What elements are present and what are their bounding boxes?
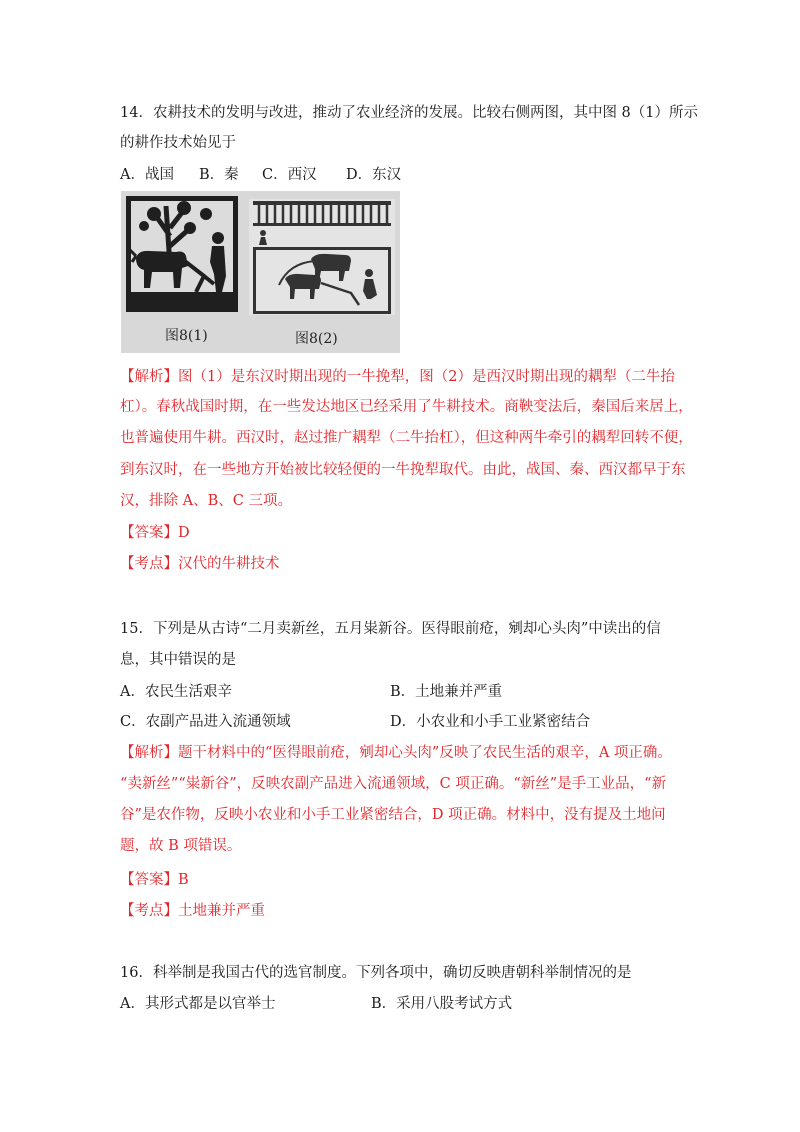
q16-stem-line-1: 16．科举制是我国古代的选官制度。下列各项中，确切反映唐朝科举制情况的是: [120, 965, 632, 981]
q15-topic: 【考点】土地兼并严重: [120, 903, 265, 919]
q15-option-a: A．农民生活艰辛: [120, 684, 232, 700]
q15-analysis-line-2: “卖新丝”“粜新谷”，反映农副产品进入流通领域，C 项正确。“新丝”是手工业品，“新: [120, 776, 667, 792]
q14-analysis-line-5: 汉，排除 A、B、C 三项。: [120, 493, 292, 509]
q14-option-a: A．战国: [120, 167, 174, 183]
q15-answer: 【答案】B: [120, 872, 189, 888]
q14-option-c: C．西汉: [262, 167, 317, 183]
figure-8-2-image: [249, 199, 395, 315]
q15-option-b: B．土地兼并严重: [390, 684, 503, 700]
q14-stem-line-1: 14．农耕技术的发明与改进，推动了农业经济的发展。比较右侧两图，其中图 8（1）所示: [120, 105, 699, 121]
q16-option-b: B．采用八股考试方式: [371, 996, 513, 1012]
figure-8-1-image: [126, 196, 238, 312]
q15-analysis-line-1: 【解析】题干材料中的“医得眼前疮，剜却心头肉”反映了农民生活的艰辛，A 项正确。: [120, 745, 672, 761]
q15-stem-line-2: 息，其中错误的是: [120, 652, 236, 668]
q15-option-d: D．小农业和小手工业紧密结合: [390, 714, 591, 730]
q14-analysis-line-1: 【解析】图（1）是东汉时期出现的一牛挽犁，图（2）是西汉时期出现的耦犁（二牛抬: [120, 369, 675, 385]
q14-analysis-line-3: 也普遍使用牛耕。西汉时，赵过推广耦犁（二牛抬杠），但这种两牛牵引的耦犁回转不便，: [120, 430, 693, 446]
figure-8-2-caption: 图8(2): [295, 331, 338, 347]
q14-analysis-line-2: 杠）。春秋战国时期，在一些发达地区已经采用了牛耕技术。商鞅变法后，秦国后来居上，: [120, 399, 693, 415]
q14-option-d: D．东汉: [346, 167, 402, 183]
q16-option-a: A．其形式都是以官举士: [120, 996, 276, 1012]
q15-analysis-line-4: 题，故 B 项错误。: [120, 838, 242, 854]
q15-analysis-line-3: 谷”是农作物，反映小农业和小手工业紧密结合，D 项正确。材料中，没有提及土地问: [120, 807, 666, 823]
q14-analysis-line-4: 到东汉时，在一些地方开始被比较轻便的一牛挽犁取代。由此，战国、秦、西汉都早于东: [120, 462, 686, 478]
plowing-figure: [121, 191, 400, 353]
q14-option-b: B．秦: [199, 167, 239, 183]
q14-answer: 【答案】D: [120, 525, 190, 541]
q14-stem-line-2: 的耕作技术始见于: [120, 135, 236, 151]
q15-option-c: C．农副产品进入流通领域: [120, 714, 291, 730]
q15-stem-line-1: 15．下列是从古诗“二月卖新丝，五月粜新谷。医得眼前疮，剜却心头肉”中读出的信: [120, 621, 661, 637]
q14-topic: 【考点】汉代的牛耕技术: [120, 556, 280, 572]
figure-8-1-caption: 图8(1): [165, 328, 208, 344]
